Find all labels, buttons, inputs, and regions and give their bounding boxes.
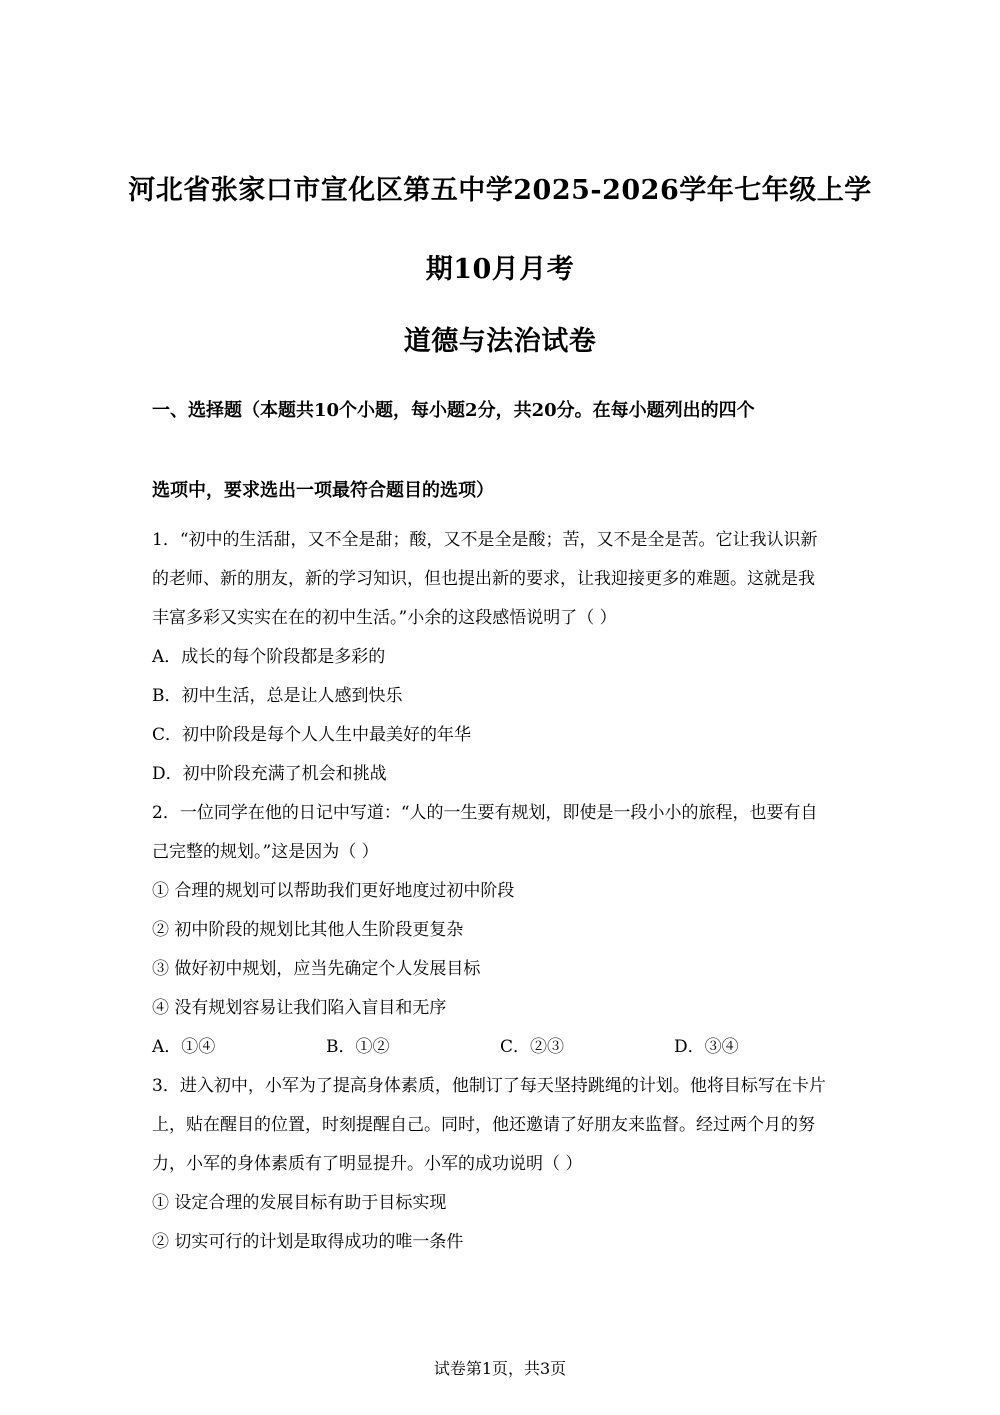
question-2-statement-2: ② 初中阶段的规划比其他人生阶段更复杂 [152,920,464,940]
question-2-stem-line-2: 己完整的规划。”这是因为（ ） [152,842,379,862]
question-2-option-c: C．②③ [500,1037,565,1057]
question-2-stem-line-1: 2．一位同学在他的日记中写道：“人的一生要有规划，即使是一段小小的旅程，也要有自 [152,803,818,823]
question-3-statement-1: ① 设定合理的发展目标有助于目标实现 [152,1193,447,1213]
question-3-stem-line-2: 上，贴在醒目的位置，时刻提醒自己。同时，他还邀请了好朋友来监督。经过两个月的努 [152,1115,815,1135]
question-2-option-a: A．①④ [152,1037,216,1057]
exam-subject-title: 道德与法治试卷 [403,326,597,357]
question-1-stem-line-3: 丰富多彩又实实在在的初中生活。”小余的这段感悟说明了（ ） [152,608,617,628]
question-1-stem-line-2: 的老师、新的朋友，新的学习知识，但也提出新的要求，让我迎接更多的难题。这就是我 [152,569,815,589]
exam-title-line-2: 期10月月考 [425,254,575,285]
question-3-statement-2: ② 切实可行的计划是取得成功的唯一条件 [152,1232,464,1252]
question-1-stem-line-1: 1．“初中的生活甜，又不全是甜；酸，又不是全是酸；苦，又不是全是苦。它让我认识新 [152,530,818,550]
question-1-option-d: D．初中阶段充满了机会和挑战 [152,764,387,784]
question-3-stem-line-3: 力，小军的身体素质有了明显提升。小军的成功说明（ ） [152,1154,583,1174]
question-2-statement-1: ① 合理的规划可以帮助我们更好地度过初中阶段 [152,881,515,901]
question-2-statement-3: ③ 做好初中规划，应当先确定个人发展目标 [152,959,481,979]
question-2-option-d: D．③④ [674,1037,739,1057]
question-1-option-b: B．初中生活，总是让人感到快乐 [152,686,403,706]
question-1-option-c: C．初中阶段是每个人人生中最美好的年华 [152,725,472,745]
section-heading-line-1: 一、选择题（本题共10个小题，每小题2分，共20分。在每小题列出的四个 [152,400,755,421]
question-2-option-b: B．①② [326,1037,390,1057]
question-2-statement-4: ④ 没有规划容易让我们陷入盲目和无序 [152,998,447,1018]
question-3-stem-line-1: 3．进入初中，小军为了提高身体素质，他制订了每天坚持跳绳的计划。他将目标写在卡片 [152,1076,826,1096]
exam-title-line-1: 河北省张家口市宣化区第五中学2025-2026学年七年级上学 [128,175,872,206]
question-1-option-a: A．成长的每个阶段都是多彩的 [152,647,386,667]
section-heading-line-2: 选项中，要求选出一项最符合题目的选项） [152,480,494,501]
page-footer: 试卷第1页，共3页 [433,1359,567,1378]
